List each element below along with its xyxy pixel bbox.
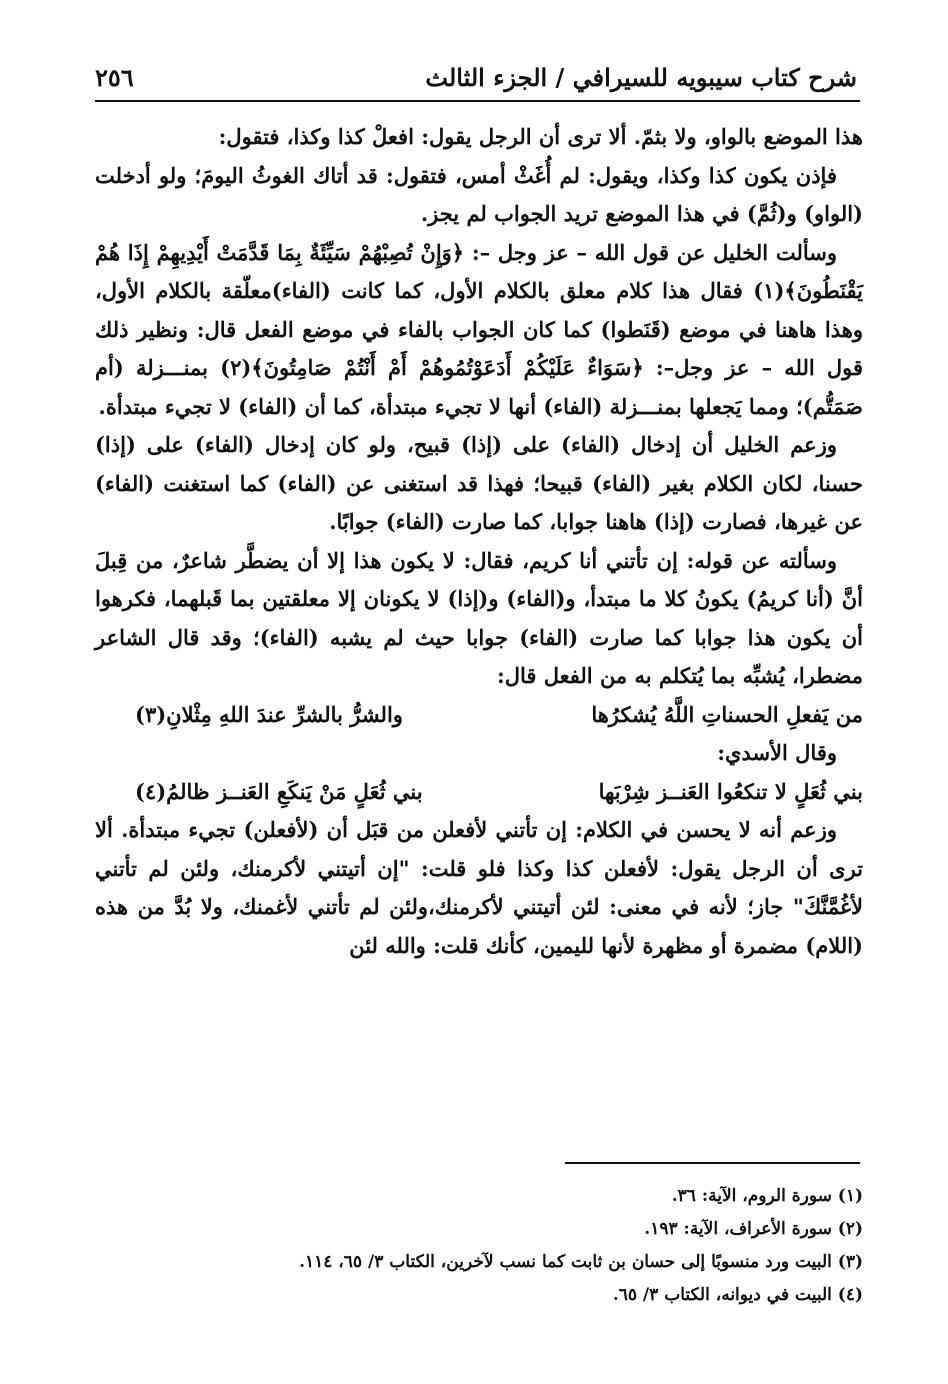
verse-second-hemistich: والشرُّ بالشرِّ عندَ اللهِ مِثْلانِ(٣) <box>135 701 403 727</box>
footnotes <box>95 1180 863 1312</box>
main-text <box>95 118 863 965</box>
footnote-rule <box>565 1162 860 1164</box>
paragraph: هذا الموضع بالواو، ولا بثمّ. ألا ترى أن الرجل يقول: افعلْ كذا وكذا، فتقول: <box>218 124 863 149</box>
poetry-verse <box>95 696 863 735</box>
header-rule <box>95 100 860 102</box>
footnote: (١) سورة الروم، الآية: ٣٦. <box>671 1186 863 1206</box>
page-number: ٢٥٦ <box>95 62 134 92</box>
paragraph: وقال الأسدي: <box>717 740 837 765</box>
verse-second-hemistich: بني ثُعَلٍ مَنْ يَنكَعِ العَنــز ظالمُ(٤) <box>135 778 423 804</box>
paragraph: وسألت الخليل عن قول الله – عز وجل –: ﴿وَإِنْ تُصِبْهُمْ سَيِّئَةٌ بِمَا قَدَّمَتْ أَيْدِيهِمْ إِذَا هُمْ يَقْنَطُونَ﴾(١) فقال هذا كلام معلق بالكلام الأول، كما كانت (الفاء)معلّقة بالكلام الأول، وهذا هاهنا في موضع (قَنَطوا) كما كان الجواب بالفاء في موضع الفعل قال: ونظير ذلك قول الله – عز وجل–: ﴿سَوَاءٌ عَلَيْكُمْ أَدَعَوْتُمُوهُمْ أَمْ أَنْتُمْ صَامِتُونَ﴾(٢) بمنـــزلة (أم صَمَتُّم)؛ ومما يَجعلها بمنـــزلة (الفاء) أنها لا تجيء مبتدأة، كما أن (الفاء) لا تجيء مبتدأة. <box>95 239 863 419</box>
footnote: (٣) البيت ورد منسوبًا إلى حسان بن ثابت كما نسب لآخرين، الكتاب ٣/ ٦٥، ١١٤. <box>299 1252 863 1272</box>
verse-first-hemistich: من يَفعلِ الحسناتِ اللَّهُ يُشكرُها <box>591 701 863 727</box>
header-title: شرح كتاب سيبويه للسيرافي / الجزء الثالث <box>425 62 857 92</box>
paragraph: فإذن يكون كذا وكذا، ويقول: لم أُغَثْ أمس، فتقول: قد أتاك الغوثُ اليومَ؛ ولو أدخلت (الواو) و(ثُمَّ) في هذا الموضع تريد الجواب لم يجز. <box>95 162 863 226</box>
paragraph: وسألته عن قوله: إن تأتني أنا كريم، فقال: لا يكون هذا إلا أن يضطَّر شاعرٌ، من قِبلَ أنَّ (أنا كريمُ) يكونُ كلا ما مبتدأ، و(الفاء) و(إذا) لا يكونان إلا معلقتين بما قَبلهما، فكرهوا أن يكون هذا جوابا كما صارت (الفاء) جوابا حيث لم يشبه (الفاء)؛ وقد قال الشاعر مضطرا، يُشبِّه بما يُتكلم به من الفعل قال: <box>95 547 863 688</box>
poetry-verse <box>95 773 863 812</box>
running-header <box>95 58 857 96</box>
footnote: (٢) سورة الأعراف، الآية: ١٩٣. <box>644 1219 863 1239</box>
footnote: (٤) البيت في ديوانه، الكتاب ٣/ ٦٥. <box>612 1285 863 1305</box>
paragraph: وزعم الخليل أن إدخال (الفاء) على (إذا) قبيح، ولو كان إدخال (الفاء) على (إذا) حسنا، لكان الكلام بغير (الفاء) قبيحا؛ فهذا قد استغنى عن (الفاء) كما استغنت (الفاء) عن غيرها، فصارت (إذا) هاهنا جوابا، كما صارت (الفاء) جوابًا. <box>95 432 863 534</box>
paragraph: وزعم أنه لا يحسن في الكلام: إن تأتني لأفعلن من قبَل أن (لأفعلن) تجيء مبتدأة. ألا ترى أن الرجل يقول: لأفعلن كذا وكذا فلو قلت: "إن أتيتني لأكرمنك، ولئن لم تأتني لأغُمَّنَّكَ" جاز؛ لأنه في معنى: لئن أتيتني لأكرمنك،ولئن لم تأتني لأغمنك، ولا بُدَّ من هذه (اللام) مضمرة أو مظهرة لأنها لليمين، كأنك قلت: والله لئن <box>95 817 863 958</box>
verse-first-hemistich: بني ثُعَلٍ لا تنكعُوا العَنــز شِرْبَها <box>598 778 863 804</box>
